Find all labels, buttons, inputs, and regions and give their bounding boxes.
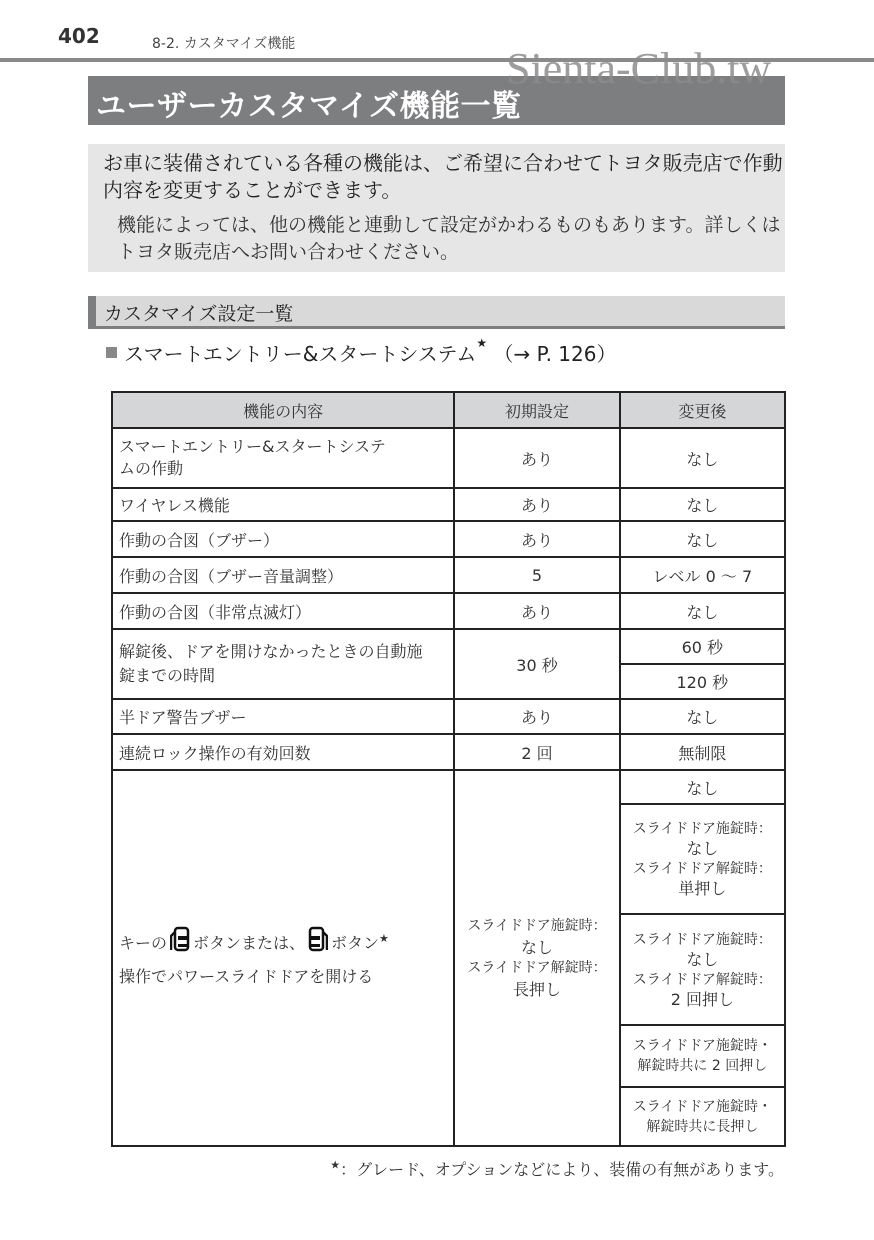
cell-changed: なし [620,521,785,557]
feature-text: 操作でパワースライドドアを開ける [119,966,374,986]
header-feature: 機能の内容 [112,392,454,428]
cell-feature: 半ドア警告ブザー [112,699,454,734]
table-row [112,770,785,804]
section-path: 8-2. カスタマイズ機能 [152,36,296,52]
changed-line: なし [686,949,719,969]
default-line: なし [520,938,553,957]
cell-default: 30 秒 [454,629,619,699]
cell-changed-option [620,1087,785,1146]
table-row [112,593,785,629]
changed-line: 単押し [678,879,727,898]
feature-text: ボタン [331,933,380,953]
changed-line: スライドドア解錠時： [632,861,772,877]
cell-feature: ワイヤレス機能 [112,488,454,521]
table-row [112,734,785,770]
cell-changed: なし [620,593,785,629]
changed-line: スライドドア施錠時： [632,931,772,948]
table-row [112,488,785,521]
changed-line: スライドドア施錠時： [632,821,772,837]
cell-changed-option: 60 秒 [620,629,785,664]
cell-default [454,770,619,1146]
feature-text: キーの [119,933,168,953]
changed-line: スライドドア解錠時： [632,971,772,988]
changed-line: スライドドア施錠時・ [632,1098,772,1115]
cell-changed-option [620,1025,785,1087]
cell-default: あり [454,521,619,557]
feature-text: ボタンまたは、 [193,933,306,953]
item-label: スマートエントリー&スタートシステム [124,342,477,366]
power-slide-door-left-icon [170,926,190,962]
intro-note-text: 機能によっては、他の機能と連動して設定がかわるものもあります。詳しくはトヨタ販売店へお問い合わせください。 [117,214,781,263]
cell-changed-option [620,804,785,914]
customize-table [111,391,786,1147]
cell-changed-option: 120 秒 [620,664,785,699]
default-line: 長押し [512,980,561,999]
table-row [112,699,785,734]
table-header-row [112,392,785,428]
subsection-accent [88,296,96,329]
cell-feature: 作動の合図（ブザー音量調整） [112,557,454,593]
header-default: 初期設定 [454,392,619,428]
cell-changed: なし [620,428,785,488]
changed-line: 解錠時共に長押し [646,1118,759,1135]
page-reference-link[interactable]: （→ P. 126） [493,342,617,366]
cell-default: あり [454,699,619,734]
watermark: Sienta-Club.tw [506,44,772,93]
table-row [112,521,785,557]
bullet-square-icon [106,347,117,358]
changed-line: スライドドア施錠時・ [632,1038,772,1054]
cell-default: 2 回 [454,734,619,770]
cell-default: 5 [454,557,619,593]
power-slide-door-right-icon [308,926,328,962]
changed-line: 2 回押し [670,989,734,1009]
feature-text: スマートエントリー&スタートシステムの作動 [119,437,386,478]
cell-changed: なし [620,699,785,734]
cell-changed: なし [620,488,785,521]
cell-feature [112,770,454,1146]
page-number: 402 [58,24,100,48]
star-icon: ★ [330,1158,341,1172]
cell-feature: 連続ロック操作の有効回数 [112,734,454,770]
cell-feature [112,428,454,488]
cell-changed: レベル 0 ～ 7 [620,557,785,593]
feature-text: 解錠後、ドアを開けなかったときの自動施錠までの時間 [119,642,423,685]
footnote [330,1157,784,1180]
changed-line: なし [686,839,719,858]
changed-line: 解錠時共に 2 回押し [637,1058,768,1074]
page-title: ユーザーカスタマイズ機能一覧 [96,89,522,124]
table-row [112,557,785,593]
cell-default: あり [454,593,619,629]
cell-changed-option [620,914,785,1025]
table-row [112,629,785,664]
intro-main-text: お車に装備されている各種の機能は、ご希望に合わせてトヨタ販売店で作動内容を変更することができます。 [103,151,783,202]
cell-changed-option: なし [620,770,785,804]
footnote-text: ：グレード、オプションなどにより、装備の有無があります。 [340,1160,784,1179]
item-heading [124,338,616,367]
table-row [112,428,785,488]
cell-default: あり [454,488,619,521]
cell-feature: 作動の合図（ブザー） [112,521,454,557]
cell-feature [112,629,454,699]
default-line: スライドドア解錠時： [467,960,607,976]
star-icon: ★ [379,932,389,946]
cell-feature: 作動の合図（非常点滅灯） [112,593,454,629]
default-line: スライドドア施錠時： [467,918,607,934]
star-icon: ★ [476,336,488,350]
subsection-title: カスタマイズ設定一覧 [104,303,294,325]
header-changed: 変更後 [620,392,785,428]
cell-changed: 無制限 [620,734,785,770]
cell-default: あり [454,428,619,488]
